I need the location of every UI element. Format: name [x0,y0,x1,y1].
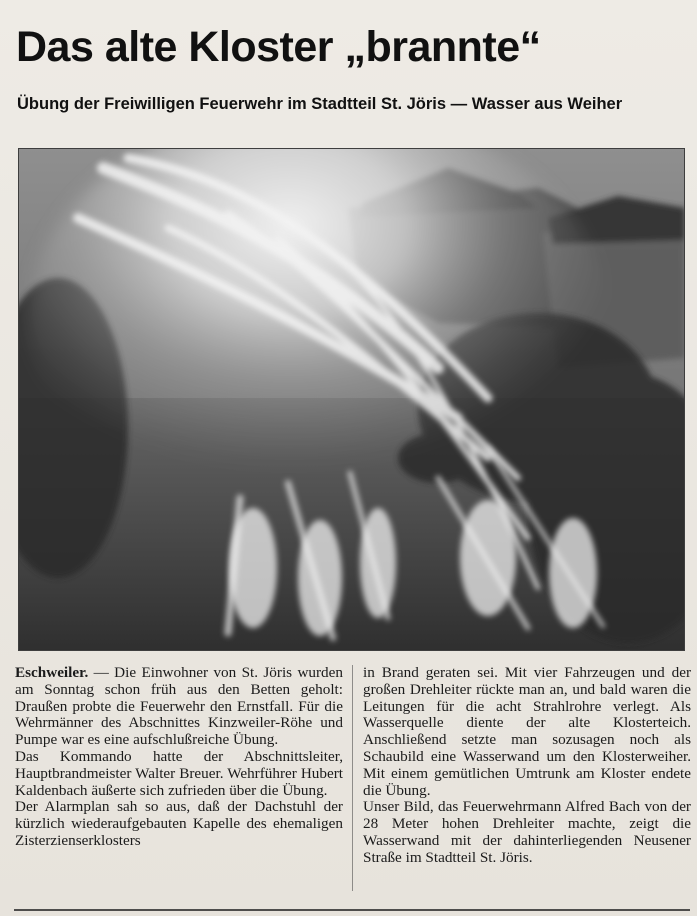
article-paragraph: Unser Bild, das Feuerwehrmann Alfred Bach von der 28 Meter hohen Drehleiter machte, zeigt die Wasserwand mit der dahinterliegenden Neusener Straße im Stadtteil St. Jöris. [363,798,691,866]
column-divider [352,665,353,891]
article-paragraph [15,665,343,749]
bottom-rule [14,909,690,911]
article-paragraph: Das Kommando hatte der Abschnittsleiter, Hauptbrandmeister Walter Breuer. Wehrführer Hubert Kaldenbach äußerte sich zufrieden über die Übung. [15,747,343,799]
article-body [15,664,691,895]
article-photo [18,148,685,651]
article-paragraph: in Brand geraten sei. Mit vier Fahrzeugen und der großen Drehleiter rückte man an, und bald waren die Leitungen für die acht Strahlrohre verlegt. Als Wasserquelle diente der alte Klosterteich. Anschließend setzte man sozusagen noch als Schaubild eine Wasserwand um den Klosterweiher. Mit einem gemütlichen Umtrunk am Kloster endete die Übung. [363,664,691,799]
article-paragraph: Der Alarmplan sah so aus, daß der Dachstuhl der kürzlich wiederaufgebauten Kapelle des ehemaligen Zisterzienserklosters [15,798,343,849]
article-column-left [15,665,343,850]
article-paragraph-text: — Die Einwohner von St. Jöris wurden am Sonntag schon früh aus den Betten geholt: Draußen probte die Feuerwehr den Ernstfall. Für die Wehrmänner des Abschnittes Kinzweiler-Röhe und Pumpe war es eine aufschlußreiche Übung. [15,664,343,749]
headline: Das alte Kloster „brannte“ [16,23,541,71]
subheadline: Übung der Freiwilligen Feuerwehr im Stadtteil St. Jöris — Wasser aus Weiher [17,95,623,113]
article-column-right [363,665,691,867]
photo-illustration [18,148,685,651]
article-dateline: Eschweiler. [15,664,89,681]
